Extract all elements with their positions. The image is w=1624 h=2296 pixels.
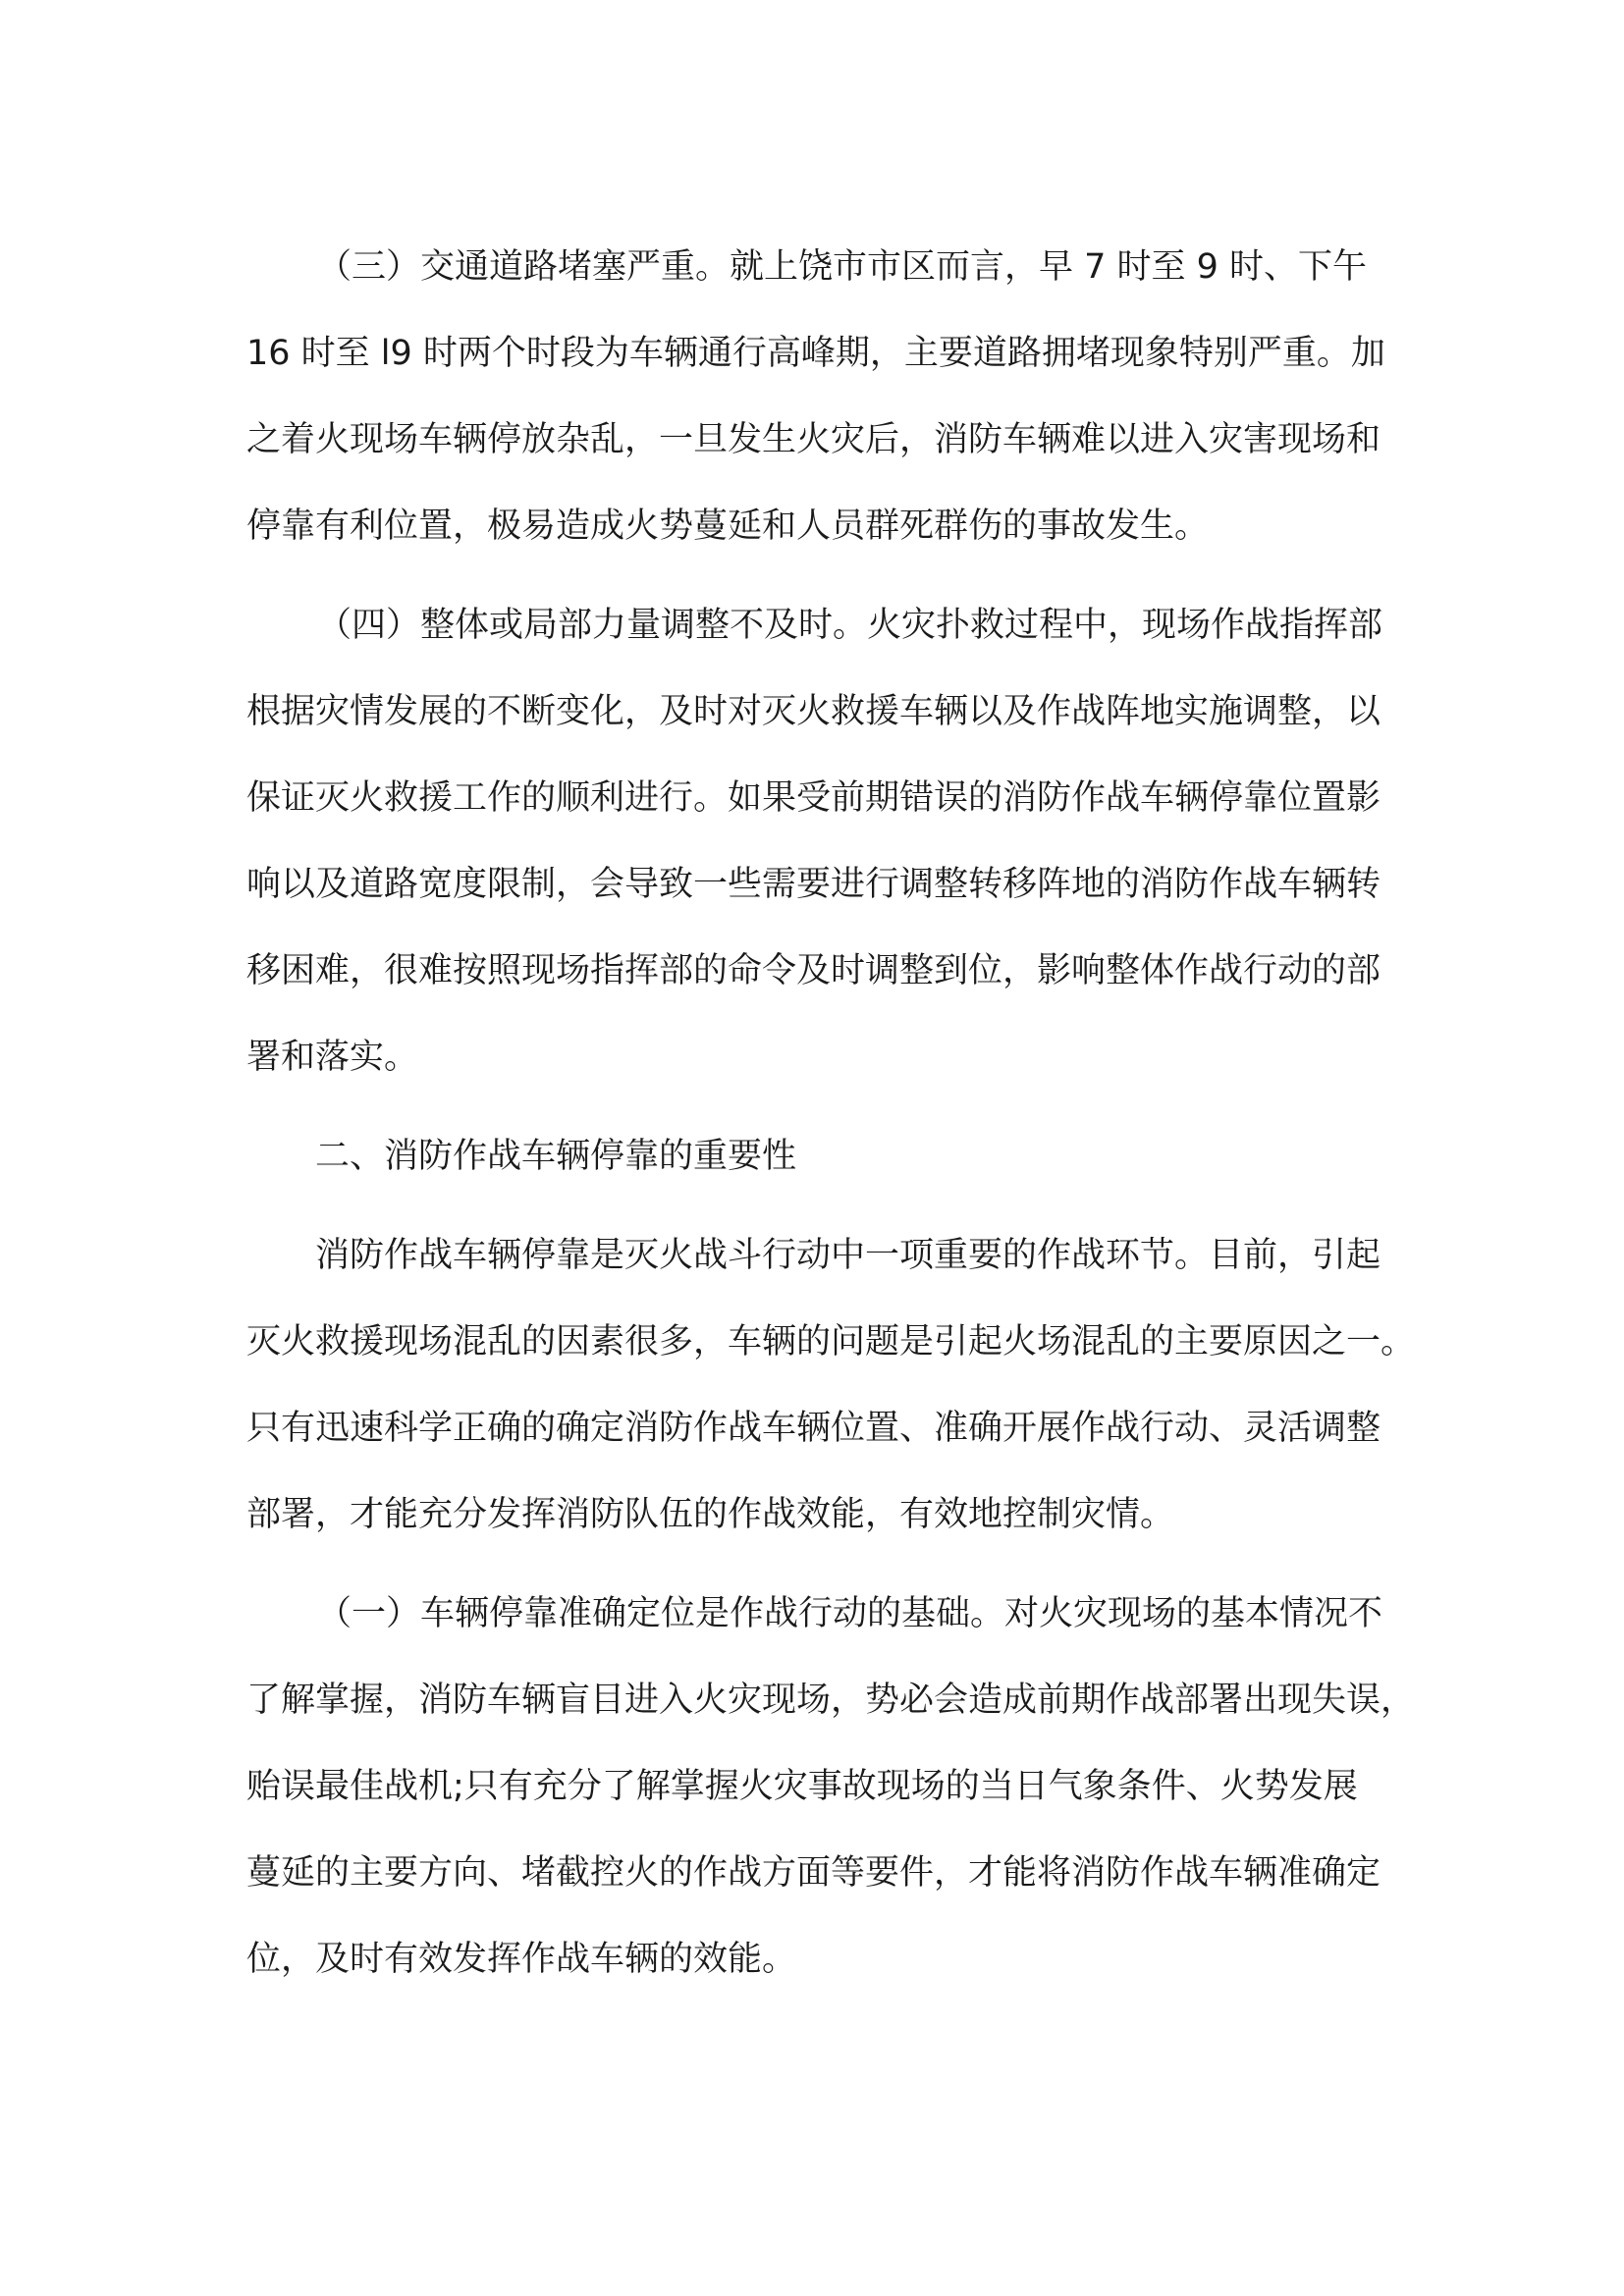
paragraph-line: 根据灾情发展的不断变化，及时对灭火救援车辆以及作战阵地实施调整，以 [246,692,1381,731]
paragraph-line: 16 时至 l9 时两个时段为车辆通行高峰期，主要道路拥堵现象特别严重。加 [246,334,1385,373]
paragraph-force-adjustment [246,582,1385,1100]
paragraph-line: 停靠有利位置，极易造成火势蔓延和人员群死群伤的事故发生。 [246,507,1210,546]
document-body [246,224,1416,2002]
paragraph-line: 响以及道路宽度限制，会导致一些需要进行调整转移阵地的消防作战车辆转 [246,865,1381,904]
paragraph-line: （三）交通道路堵塞严重。就上饶市市区而言，早 7 时至 9 时、下午 [317,247,1368,287]
paragraph-line: 灭火救援现场混乱的因素很多，车辆的问题是引起火场混乱的主要原因之一。 [246,1322,1416,1362]
paragraph-line: 移困难，很难按照现场指挥部的命令及时调整到位，影响整体作战行动的部 [246,951,1381,990]
paragraph-line: 保证灭火救援工作的顺利进行。如果受前期错误的消防作战车辆停靠位置影 [246,778,1381,818]
paragraph-line: 蔓延的主要方向、堵截控火的作战方面等要件，才能将消防作战车辆准确定 [246,1853,1381,1893]
paragraph-line: 之着火现场车辆停放杂乱，一旦发生火灾后，消防车辆难以进入灾害现场和 [246,420,1381,459]
section-heading [246,1113,1385,1200]
paragraph-line: 了解掌握，消防车辆盲目进入火灾现场，势必会造成前期作战部署出现失误， [246,1681,1416,1720]
paragraph-line: 位，及时有效发挥作战车辆的效能。 [246,1940,797,1979]
paragraph-line: 署和落实。 [246,1038,419,1077]
section-heading-text: 二、消防作战车辆停靠的重要性 [315,1137,797,1176]
paragraph-line: （四）整体或局部力量调整不及时。火灾扑救过程中，现场作战指挥部 [317,606,1383,645]
paragraph-traffic-congestion [246,224,1385,569]
paragraph-line: 只有迅速科学正确的确定消防作战车辆位置、准确开展作战行动、灵活调整 [246,1409,1381,1448]
paragraph-line: 贻误最佳战机;只有充分了解掌握火灾事故现场的当日气象条件、火势发展 [246,1767,1358,1806]
paragraph-line: （一）车辆停靠准确定位是作战行动的基础。对火灾现场的基本情况不 [317,1594,1383,1633]
paragraph-line: 消防作战车辆停靠是灭火战斗行动中一项重要的作战环节。目前，引起 [315,1236,1381,1275]
paragraph-importance [246,1212,1416,1558]
paragraph-positioning-basis [246,1571,1416,2002]
paragraph-line: 部署，才能充分发挥消防队伍的作战效能，有效地控制灾情。 [246,1495,1175,1534]
